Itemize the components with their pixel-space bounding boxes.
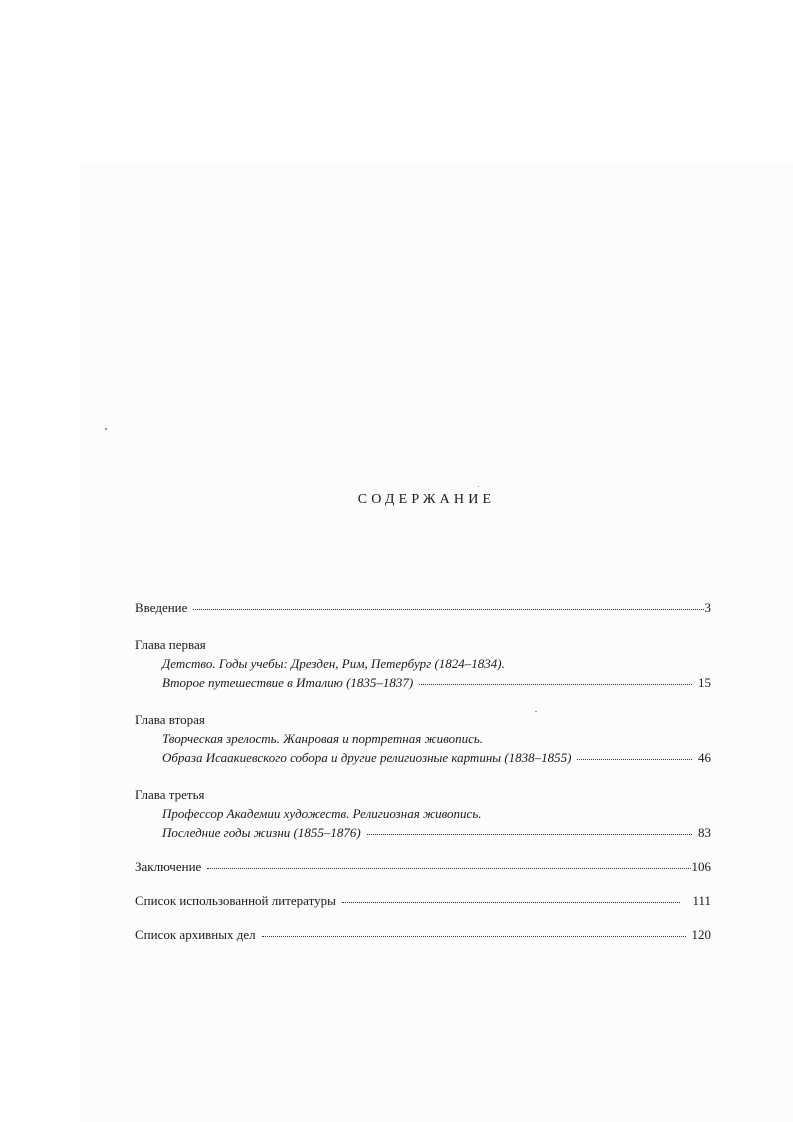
chapter-3-heading [135,787,711,806]
chapter-1-subtitle [135,656,711,675]
toc-entry-chapter-3[interactable] [135,825,711,844]
toc-page-number: 15 [698,675,711,690]
toc-entry-label: Список использованной литературы [135,893,336,908]
toc-entry-intro[interactable] [135,600,711,619]
toc-entry-chapter-1[interactable] [135,675,711,694]
dot-leader [367,833,692,835]
toc-entry-chapter-2[interactable] [135,750,711,769]
toc-page-number: 3 [704,600,711,615]
toc-entry-literature[interactable] [135,893,711,912]
chapter-3-subtitle [135,806,711,825]
toc-entry-label: Список архивных дел [135,927,256,942]
toc-entry-label: Второе путешествие в Италию (1835–1837) [162,675,414,690]
toc-entry-label: Заключение [135,859,202,874]
toc-entry-label: Последние годы жизни (1855–1876) [162,825,361,840]
toc-entry-conclusion[interactable] [135,859,711,878]
chapter-subtitle-text: Творческая зрелость. Жанровая и портретная живопись. [162,731,484,746]
chapter-heading-label: Глава первая [135,637,206,652]
chapter-subtitle-text: Профессор Академии художеств. Религиозная живопись. [162,806,482,821]
page-title: СОДЕРЖАНИЕ [357,492,496,507]
toc-page-number: 120 [691,927,711,942]
dot-leader [193,608,703,610]
toc-page-number: 111 [692,893,711,908]
chapter-2-heading [135,712,711,731]
toc-page-number: 46 [698,750,711,765]
toc-page-number: 106 [691,859,711,874]
chapter-1-heading [135,637,711,656]
toc-entry-archive[interactable] [135,927,711,946]
dot-leader [419,683,692,685]
dot-leader [577,758,692,760]
table-of-contents [135,600,711,946]
toc-entry-label: Введение [135,600,188,615]
dot-leader [207,867,690,869]
scan-speck [105,428,107,430]
chapter-heading-label: Глава третья [135,787,205,802]
toc-page-number: 83 [698,825,711,840]
chapter-2-subtitle [135,731,711,750]
toc-entry-label: Образа Исаакиевского собора и другие религиозные картины (1838–1855) [162,750,572,765]
dot-leader [262,935,686,937]
chapter-heading-label: Глава вторая [135,712,205,727]
scan-speck [478,486,479,487]
dot-leader [342,901,681,903]
chapter-subtitle-text: Детство. Годы учебы: Дрезден, Рим, Петербург (1824–1834). [162,656,505,671]
